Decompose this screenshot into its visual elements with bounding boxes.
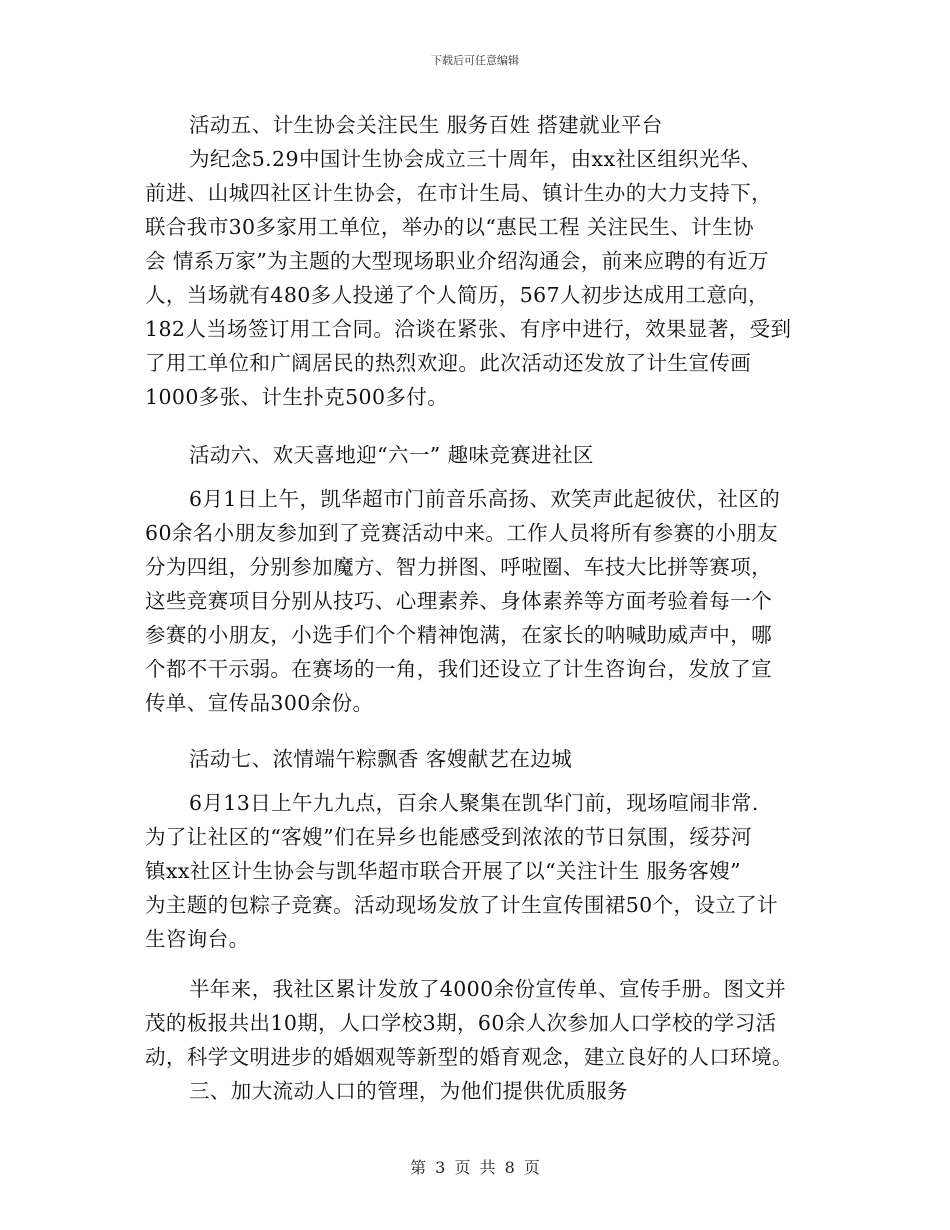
- paragraph-line: 传单、宣传品300余份。: [145, 691, 374, 715]
- paragraph-line: 6月13日上午九九点，百余人聚集在凯华门前，现场喧闹非常.: [189, 791, 759, 815]
- paragraph-line: 个都不干示弱。在赛场的一角，我们还设立了计生咨询台，发放了宣: [145, 657, 772, 681]
- paragraph-line: 生咨询台。: [145, 927, 250, 951]
- paragraph-line: 分为四组，分别参加魔方、智力拼图、呼啦圈、车技大比拼等赛项，: [145, 555, 772, 579]
- paragraph-line: 这些竞赛项目分别从技巧、心理素养、身体素养等方面考验着每一个: [145, 589, 772, 613]
- paragraph-line: 动，科学文明进步的婚姻观等新型的婚育观念，建立良好的人口环境。: [145, 1045, 793, 1069]
- paragraph-line: 1000多张、计生扑克500多付。: [145, 385, 449, 409]
- paragraph-line: 为纪念5.29中国计生协会成立三十周年，由xx社区组织光华、: [189, 147, 762, 171]
- section-heading: 活动五、计生协会关注民生 服务百姓 搭建就业平台: [189, 113, 663, 137]
- paragraph-line: 参赛的小朋友，小选手们个个精神饱满，在家长的呐喊助威声中，哪: [145, 623, 772, 647]
- section-heading: 三、加大流动人口的管理，为他们提供优质服务: [189, 1079, 628, 1103]
- paragraph-line: 为主题的包粽子竞赛。活动现场发放了计生宣传围裙50个，设立了计: [145, 893, 778, 917]
- paragraph-line: 了用工单位和广阔居民的热烈欢迎。此次活动还发放了计生宣传画: [145, 351, 752, 375]
- page-number: 第 3 页 共 8 页: [410, 1158, 540, 1177]
- paragraph-line: 联合我市30多家用工单位，举办的以“惠民工程 关注民生、计生协: [145, 215, 754, 239]
- paragraph-line: 镇xx社区计生协会与凯华超市联合开展了以“关注计生 服务客嫂”: [145, 859, 741, 883]
- paragraph-line: 人，当场就有480多人投递了个人简历，567人初步达成用工意向，: [145, 283, 770, 307]
- paragraph-line: 茂的板报共出10期，人口学校3期，60余人次参加人口学校的学习活: [145, 1011, 777, 1035]
- paragraph-line: 182人当场签订用工合同。洽谈在紧张、有序中进行，效果显著，受到: [145, 317, 792, 341]
- page-header-note: 下载后可任意编辑: [431, 54, 519, 67]
- paragraph-line: 前进、山城四社区计生协会，在市计生局、镇计生办的大力支持下，: [145, 181, 772, 205]
- paragraph-line: 60余名小朋友参加到了竞赛活动中来。工作人员将所有参赛的小朋友: [145, 521, 778, 545]
- paragraph-line: 会 情系万家”为主题的大型现场职业介绍沟通会，前来应聘的有近万: [145, 249, 769, 273]
- section-heading: 活动六、欢天喜地迎“六一” 趣味竞赛进社区: [189, 443, 594, 467]
- paragraph-line: 半年来，我社区累计发放了4000余份宣传单、宣传手册。图文并: [189, 977, 787, 1001]
- paragraph-line: 为了让社区的“客嫂”们在异乡也能感受到浓浓的节日氛围，绥芬河: [145, 825, 752, 849]
- section-heading: 活动七、浓情端午粽飘香 客嫂献艺在边城: [189, 747, 573, 771]
- paragraph-line: 6月1日上午，凯华超市门前音乐高扬、欢笑声此起彼伏，社区的: [189, 487, 781, 511]
